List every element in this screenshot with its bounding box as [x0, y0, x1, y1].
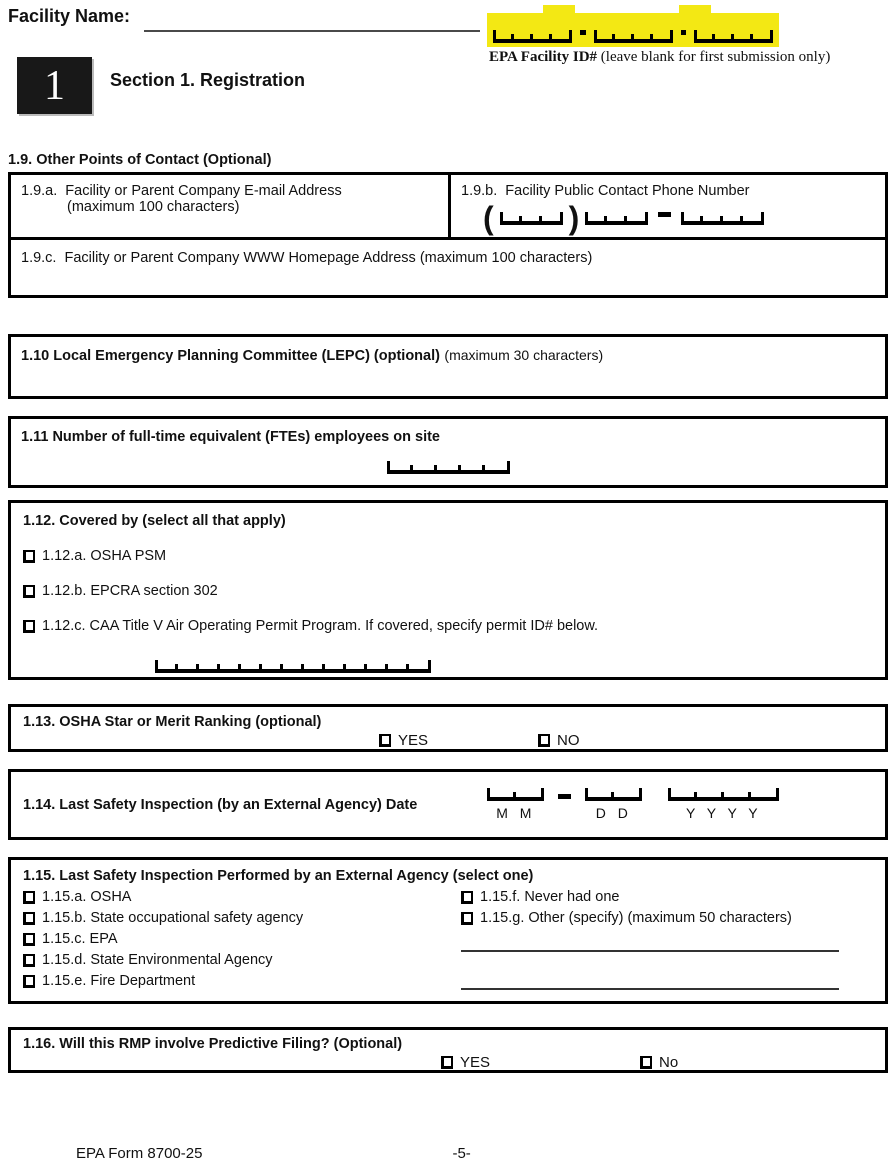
- checkbox-1-13-no[interactable]: [538, 734, 550, 747]
- section-1-13-box: [8, 704, 888, 752]
- date-dash: [558, 794, 571, 799]
- field-1-11-label: 1.11 Number of full-time equivalent (FTEs) employees on site: [21, 429, 440, 445]
- checkbox-1-15-d-label: 1.15.d. State Environmental Agency: [42, 952, 273, 968]
- epa-id-dash: [681, 30, 687, 35]
- epa-id-comb-group-1[interactable]: [493, 30, 572, 43]
- field-1-11-box: [8, 416, 888, 488]
- epa-id-dash: [580, 30, 586, 35]
- section-1-16-box: [8, 1027, 888, 1073]
- section-title: Section 1. Registration: [110, 70, 306, 90]
- checkbox-1-15-b[interactable]: [23, 912, 35, 925]
- section-1-12-box: [8, 500, 888, 680]
- epa-facility-id-caption-note: (leave blank for first submission only): [597, 49, 831, 65]
- checkbox-row-1-15-b: [23, 910, 461, 926]
- checkbox-1-15-f-label: 1.15.f. Never had one: [480, 889, 620, 905]
- section-1-9-heading: 1.9. Other Points of Contact (Optional): [8, 152, 272, 168]
- option-1-16-no: [640, 1054, 678, 1071]
- permit-id-comb[interactable]: [155, 660, 431, 673]
- checkbox-1-15-g-label: 1.15.g. Other (specify) (maximum 50 characters): [480, 910, 792, 926]
- form-header: [0, 0, 896, 146]
- field-1-9-a[interactable]: [11, 175, 451, 237]
- date-day-group: [585, 788, 642, 821]
- checkbox-row-1-15-g: [461, 910, 873, 926]
- date-year-comb[interactable]: [668, 788, 779, 801]
- inspection-date-field: [487, 788, 779, 821]
- date-day-comb[interactable]: [585, 788, 642, 801]
- option-1-13-no: [538, 732, 580, 749]
- field-1-9-a-number: 1.9.a.: [21, 183, 58, 199]
- phone-paren-open: (: [483, 200, 494, 236]
- checkbox-1-12-a-label: 1.12.a. OSHA PSM: [42, 548, 167, 564]
- checkbox-1-15-a-label: 1.15.a. OSHA: [42, 889, 132, 905]
- section-1-15-left-column: [23, 884, 461, 990]
- phone-area-code-comb[interactable]: [500, 212, 563, 225]
- date-month-caption: M M: [496, 805, 536, 821]
- date-month-group: [487, 788, 544, 821]
- field-1-10-note: (maximum 30 characters): [444, 347, 604, 363]
- date-year-group: [668, 788, 779, 821]
- highlight-tab: [543, 5, 575, 15]
- checkbox-1-12-c-label: 1.12.c. CAA Title V Air Operating Permit Program. If covered, specify permit ID# below.: [42, 618, 599, 634]
- checkbox-1-16-yes[interactable]: [441, 1056, 453, 1069]
- field-1-10-label: 1.10 Local Emergency Planning Committee (LEPC) (optional): [21, 348, 440, 364]
- checkbox-1-12-b[interactable]: [23, 585, 35, 598]
- field-1-9-a-label: Facility or Parent Company E-mail Address: [65, 183, 342, 199]
- checkbox-1-15-a[interactable]: [23, 891, 35, 904]
- field-1-9-b-label: Facility Public Contact Phone Number: [505, 183, 750, 199]
- page-footer: [0, 1145, 896, 1160]
- option-1-16-yes: [441, 1054, 490, 1071]
- checkbox-row-1-15-d: [23, 952, 461, 968]
- field-1-9-c-label: Facility or Parent Company WWW Homepage Address (maximum 100 characters): [64, 250, 593, 266]
- epa-facility-id-caption: [489, 49, 830, 66]
- checkbox-1-12-b-label: 1.12.b. EPCRA section 302: [42, 583, 218, 599]
- section-1-12-heading: 1.12. Covered by (select all that apply): [23, 513, 286, 529]
- checkbox-row-1-15-f: [461, 889, 873, 905]
- phone-prefix-comb[interactable]: [585, 212, 648, 225]
- facility-name-label: Facility Name:: [8, 6, 131, 26]
- label-1-16-yes: YES: [460, 1054, 491, 1071]
- checkbox-1-15-d[interactable]: [23, 954, 35, 967]
- phone-number-field[interactable]: [483, 200, 875, 236]
- section-1-9-table: [8, 172, 888, 298]
- form-number: EPA Form 8700-25: [76, 1145, 203, 1160]
- date-day-caption: D D: [595, 805, 632, 821]
- fte-count-comb[interactable]: [387, 461, 510, 474]
- section-1-13-heading: 1.13. OSHA Star or Merit Ranking (optional): [23, 714, 322, 730]
- epa-id-comb-group-3[interactable]: [694, 30, 773, 43]
- checkbox-row-1-12-b: [23, 583, 873, 599]
- epa-id-comb-group-2[interactable]: [594, 30, 673, 43]
- date-year-caption: Y Y Y Y: [686, 805, 762, 821]
- checkbox-row-1-15-a: [23, 889, 461, 905]
- phone-dash: [658, 212, 671, 217]
- option-1-13-yes: [379, 732, 428, 749]
- checkbox-1-15-g[interactable]: [461, 912, 473, 925]
- field-1-9-c-number: 1.9.c.: [21, 250, 57, 266]
- checkbox-1-15-c-label: 1.15.c. EPA: [42, 931, 118, 947]
- label-1-13-no: NO: [557, 732, 580, 749]
- page-number: -5-: [452, 1145, 471, 1160]
- checkbox-1-15-e[interactable]: [23, 975, 35, 988]
- checkbox-row-1-15-c: [23, 931, 461, 947]
- section-number-box: 1: [17, 57, 92, 114]
- checkbox-row-1-15-e: [23, 973, 461, 989]
- checkbox-1-13-yes[interactable]: [379, 734, 391, 747]
- highlight-tab: [679, 5, 711, 15]
- checkbox-1-15-f[interactable]: [461, 891, 473, 904]
- section-1-14-heading: 1.14. Last Safety Inspection (by an External Agency) Date: [23, 796, 418, 813]
- checkbox-1-16-no[interactable]: [640, 1056, 652, 1069]
- epa-facility-id-field[interactable]: [487, 13, 779, 47]
- section-1-15-box: [8, 857, 888, 1004]
- field-1-10-box[interactable]: [8, 334, 888, 399]
- section-1-15-heading: 1.15. Last Safety Inspection Performed by an External Agency (select one): [23, 868, 534, 884]
- checkbox-1-15-b-label: 1.15.b. State occupational safety agency: [42, 910, 304, 926]
- checkbox-row-1-12-a: [23, 548, 873, 564]
- facility-name-input-line[interactable]: [144, 30, 480, 32]
- section-1-14-box: [8, 769, 888, 840]
- section-1-15-right-column: [461, 884, 873, 990]
- label-1-13-yes: YES: [398, 732, 429, 749]
- label-1-16-no: No: [659, 1054, 679, 1071]
- field-1-9-c[interactable]: [11, 240, 885, 295]
- field-1-9-b: [451, 175, 885, 237]
- date-month-comb[interactable]: [487, 788, 544, 801]
- other-specify-line-2[interactable]: [461, 988, 839, 990]
- section-1-9-row-1: [11, 175, 885, 240]
- checkbox-1-15-c[interactable]: [23, 933, 35, 946]
- checkbox-1-15-e-label: 1.15.e. Fire Department: [42, 973, 196, 989]
- other-specify-line-1[interactable]: [461, 950, 839, 952]
- checkbox-row-1-12-c: [23, 618, 873, 634]
- field-1-9-a-note: (maximum 100 characters): [67, 199, 240, 215]
- field-1-9-b-number: 1.9.b.: [461, 183, 498, 199]
- checkbox-1-12-c[interactable]: [23, 620, 35, 633]
- section-1-16-heading: 1.16. Will this RMP involve Predictive Filing? (Optional): [23, 1036, 403, 1052]
- phone-line-comb[interactable]: [681, 212, 764, 225]
- phone-paren-close: ): [568, 200, 580, 236]
- checkbox-1-12-a[interactable]: [23, 550, 35, 563]
- epa-facility-id-caption-bold: EPA Facility ID#: [489, 49, 598, 65]
